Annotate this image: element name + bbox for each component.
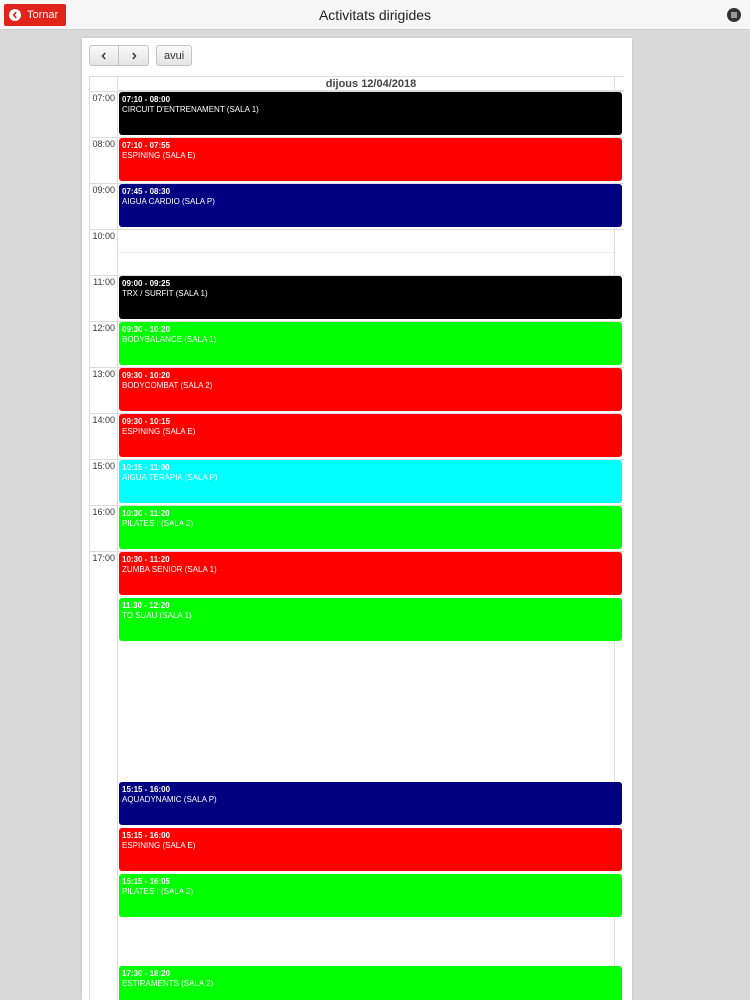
event-title: BODYBALANCE (SALA 1) [122,335,217,344]
hour-line [90,229,624,230]
event-title: ESPINING (SALA E) [122,841,196,850]
event-block[interactable] [119,92,622,135]
event-title: ESPINING (SALA E) [122,427,196,436]
event-title: AQUADYNAMIC (SALA P) [122,795,217,804]
event-time: 09:00 - 09:25 [122,279,171,288]
event-time: 10:30 - 11:20 [122,555,170,564]
event-title: ESTIRAMENTS (SALA 2) [122,979,214,988]
event-time: 07:10 - 08:00 [122,95,171,104]
event-block[interactable] [119,598,622,641]
hour-label: 08:00 [92,139,115,149]
event-block[interactable] [119,184,622,227]
hour-label: 17:00 [92,553,115,563]
today-button[interactable]: avui [156,45,192,66]
menu-icon[interactable] [727,8,741,22]
event-title: ZUMBA SENIOR (SALA 1) [122,565,217,574]
event-time: 09:30 - 10:15 [122,417,171,426]
event-time: 10:15 - 11:00 [122,463,170,472]
hour-label: 14:00 [92,415,115,425]
hour-label: 13:00 [92,369,115,379]
calendar-panel [82,38,632,1000]
event-time: 15:15 - 16:00 [122,785,171,794]
event-block[interactable] [119,460,622,503]
top-bar [0,0,750,30]
event-block[interactable] [119,782,622,825]
event-title: PILATES I (SALA 2) [122,887,193,896]
event-block[interactable] [119,138,622,181]
event-time: 07:10 - 07:55 [122,141,171,150]
day-calendar [89,76,624,1000]
event-title: AIGUA CARDIO (SALA P) [122,197,215,206]
event-block[interactable] [119,506,622,549]
event-time: 11:30 - 12:20 [122,601,170,610]
event-time: 07:45 - 08:30 [122,187,171,196]
event-time: 15:15 - 16:05 [122,877,171,886]
hour-label: 16:00 [92,507,115,517]
event-time: 09:30 - 10:20 [122,325,171,334]
next-day-button[interactable] [119,45,149,66]
event-time: 09:30 - 10:20 [122,371,171,380]
event-block[interactable] [119,414,622,457]
event-title: BODYCOMBAT (SALA 2) [122,381,213,390]
event-title: AIGUA TERÀPIA (SALA P) [122,473,218,482]
back-label: Tornar [27,9,59,21]
hour-label: 15:00 [92,461,115,471]
event-time: 17:30 - 18:20 [122,969,171,978]
chevron-left-icon [100,52,108,60]
hour-label: 12:00 [92,323,115,333]
event-block[interactable] [119,276,622,319]
event-block[interactable] [119,828,622,871]
event-title: ESPINING (SALA E) [122,151,196,160]
day-header: dijous 12/04/2018 [117,77,624,91]
prev-day-button[interactable] [89,45,119,66]
event-title: PILATES I (SALA 2) [122,519,193,528]
hour-label: 10:00 [92,231,115,241]
hour-row [90,229,624,275]
hour-label: 07:00 [92,93,115,103]
event-block[interactable] [119,552,622,595]
event-block[interactable] [119,874,622,917]
event-title: TO SUAU (SALA 1) [122,611,192,620]
nav-group [89,45,149,66]
event-block[interactable] [119,368,622,411]
hour-label: 11:00 [93,277,115,287]
half-hour-line [117,252,614,253]
event-title: TRX / SURFIT (SALA 1) [122,289,208,298]
event-block[interactable] [119,322,622,365]
event-block[interactable] [119,966,622,1000]
event-time: 15:15 - 16:00 [122,831,171,840]
event-title: CIRCUIT D'ENTRENAMENT (SALA 1) [122,105,259,114]
hour-label: 09:00 [92,185,115,195]
page-title: Activitats dirigides [318,7,432,23]
event-time: 10:30 - 11:20 [122,509,170,518]
chevron-right-icon [130,52,138,60]
